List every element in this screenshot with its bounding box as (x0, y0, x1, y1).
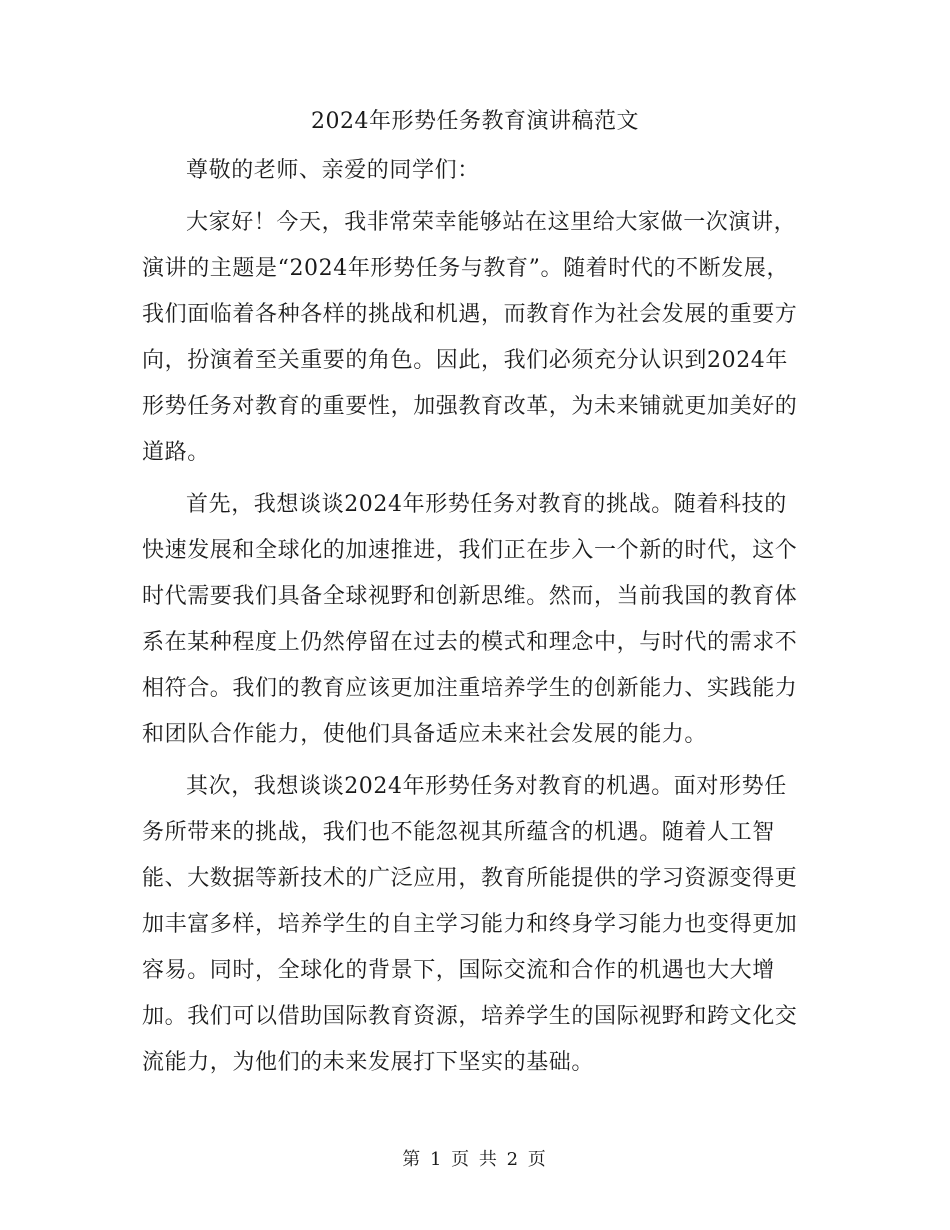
salutation: 尊敬的老师、亲爱的同学们： (186, 158, 480, 183)
paragraph-opportunities: 其次，我想谈谈2024年形势任务对教育的机遇。面对形势任务所带来的挑战，我们也不能忽视其所蕴含的机遇。随着人工智能、大数据等新技术的广泛应用，教育所能提供的学习资源变得更加丰富多样，培养学生的自主学习能力和终身学习能力也变得更加容易。同时，全球化的背景下，国际交流和合作的机遇也大大增加。我们可以借助国际教育资源，培养学生的国际视野和跨文化交流能力，为他们的未来发展打下坚实的基础。 (142, 774, 798, 1075)
page-footer: 第 1 页 共 2 页 (402, 1149, 548, 1170)
paragraph-challenges: 首先，我想谈谈2024年形势任务对教育的挑战。随着科技的快速发展和全球化的加速推进，我们正在步入一个新的时代，这个时代需要我们具备全球视野和创新思维。然而，当前我国的教育体系在某种程度上仍然停留在过去的模式和理念中，与时代的需求不相符合。我们的教育应该更加注重培养学生的创新能力、实践能力和团队合作能力，使他们具备适应未来社会发展的能力。 (142, 492, 798, 747)
document-title: 2024年形势任务教育演讲稿范文 (311, 109, 639, 134)
paragraph-intro: 大家好！今天，我非常荣幸能够站在这里给大家做一次演讲，演讲的主题是“2024年形势任务与教育”。随着时代的不断发展，我们面临着各种各样的挑战和机遇，而教育作为社会发展的重要方向，扮演着至关重要的角色。因此，我们必须充分认识到2024年形势任务对教育的重要性，加强教育改革，为未来铺就更加美好的道路。 (142, 210, 798, 465)
document-body (142, 148, 808, 1086)
